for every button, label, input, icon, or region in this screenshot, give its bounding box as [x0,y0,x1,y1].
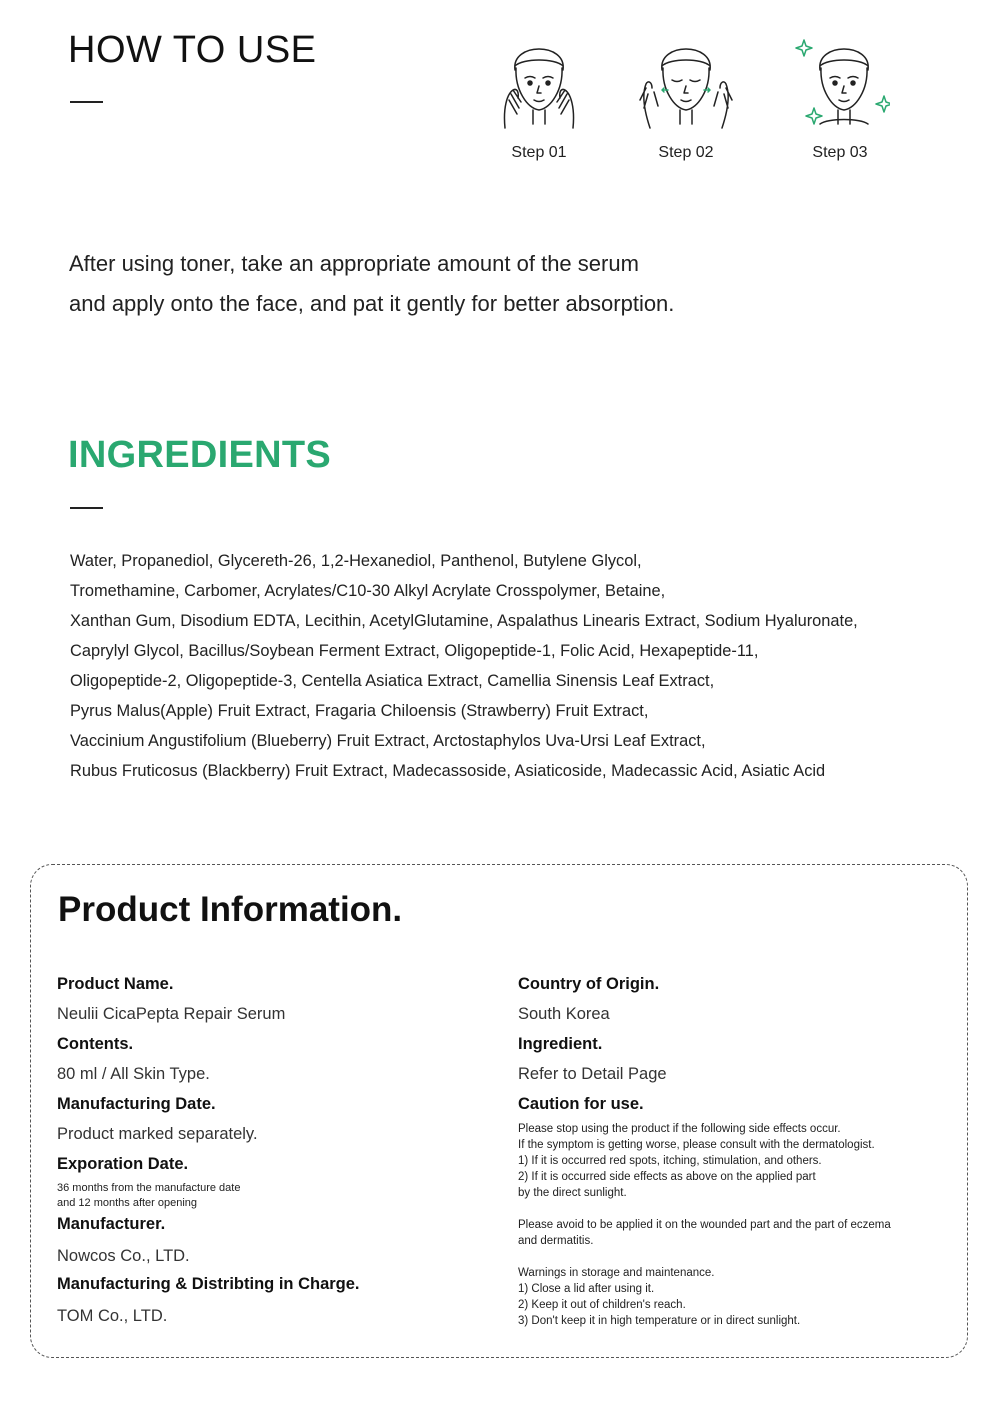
how-to-use-divider [70,101,103,103]
manufacturer-label: Manufacturer. [57,1215,166,1233]
caution-line: 3) Don't keep it in high temperature or in direct sunlight. [518,1315,801,1327]
contents-value: 80 ml / All Skin Type. [57,1065,210,1083]
ingredients-line: Oligopeptide-2, Oligopeptide-3, Centella Asiatica Extract, Camellia Sinensis Leaf Extract, [70,672,715,690]
caution-line: Warnings in storage and maintenance. [518,1267,715,1279]
origin-label: Country of Origin. [518,975,660,993]
ingredients-divider [70,507,103,509]
exp-date-label: Exporation Date. [57,1155,189,1173]
ingredients-list [70,546,858,786]
step-03-label: Step 03 [812,144,868,161]
product-name-value: Neulii CicaPepta Repair Serum [57,1005,286,1023]
step-01-label: Step 01 [511,144,567,161]
product-name-label: Product Name. [57,975,174,993]
ingredients-line: Tromethamine, Carbomer, Acrylates/C10-30 Alkyl Acrylate Crosspolymer, Betaine, [70,582,666,600]
step-02 [631,28,741,162]
ingredients-line: Pyrus Malus(Apple) Fruit Extract, Fragaria Chiloensis (Strawberry) Fruit Extract, [70,702,649,720]
ingredients-line: Xanthan Gum, Disodium EDTA, Lecithin, AcetylGlutamine, Aspalathus Linearis Extract, Sodium Hyaluronate, [70,612,858,630]
caution-line [518,1201,891,1217]
distributor-label: Manufacturing & Distribting in Charge. [57,1275,360,1293]
exp-date-value [57,1181,240,1211]
ingredient-value: Refer to Detail Page [518,1065,667,1083]
caution-line: Please avoid to be applied it on the wounded part and the part of eczema [518,1219,891,1231]
caution-label: Caution for use. [518,1095,644,1113]
caution-line: 1) Close a lid after using it. [518,1283,655,1295]
distributor-value: TOM Co., LTD. [57,1307,168,1325]
product-info-title: Product Information. [58,890,403,929]
ingredients-title: INGREDIENTS [68,434,331,476]
manufacturer-value: Nowcos Co., LTD. [57,1247,190,1265]
mfg-date-label: Manufacturing Date. [57,1095,216,1113]
exp-date-line: 36 months from the manufacture date [57,1182,241,1194]
contents-label: Contents. [57,1035,134,1053]
step-01 [484,28,594,162]
caution-line: 2) If it is occurred side effects as above on the applied part [518,1171,816,1183]
ingredients-line: Rubus Fruticosus (Blackberry) Fruit Extract, Madecassoside, Asiaticoside, Madecassic Acid, Asiatic Acid [70,762,826,780]
caution-line: If the symptom is getting worse, please consult with the dermatologist. [518,1139,875,1151]
step-03 [785,28,895,162]
step-02-label: Step 02 [658,144,714,161]
how-to-use-title: HOW TO USE [68,29,317,71]
caution-text [518,1121,891,1329]
how-to-use-description [69,244,674,324]
face-spread-icon [636,28,736,132]
description-line: After using toner, take an appropriate amount of the serum [69,251,639,276]
origin-value: South Korea [518,1005,610,1023]
ingredients-line: Water, Propanediol, Glycereth-26, 1,2-Hexanediol, Panthenol, Butylene Glycol, [70,552,642,570]
caution-line: Please stop using the product if the following side effects occur. [518,1123,841,1135]
caution-line: 2) Keep it out of children's reach. [518,1299,686,1311]
caution-line: 1) If it is occurred red spots, itching, stimulation, and others. [518,1155,822,1167]
face-pat-cheeks-icon [499,28,579,132]
ingredients-line: Caprylyl Glycol, Bacillus/Soybean Ferment Extract, Oligopeptide-1, Folic Acid, Hexapeptide-11, [70,642,759,660]
ingredients-line: Vaccinium Angustifolium (Blueberry) Fruit Extract, Arctostaphylos Uva-Ursi Leaf Extract, [70,732,706,750]
exp-date-line: and 12 months after opening [57,1197,198,1209]
description-line: and apply onto the face, and pat it gently for better absorption. [69,291,675,316]
ingredient-label: Ingredient. [518,1035,603,1053]
face-glow-icon [790,28,890,132]
caution-line: by the direct sunlight. [518,1187,627,1199]
caution-line [518,1249,891,1265]
caution-line: and dermatitis. [518,1235,594,1247]
mfg-date-value: Product marked separately. [57,1125,258,1143]
